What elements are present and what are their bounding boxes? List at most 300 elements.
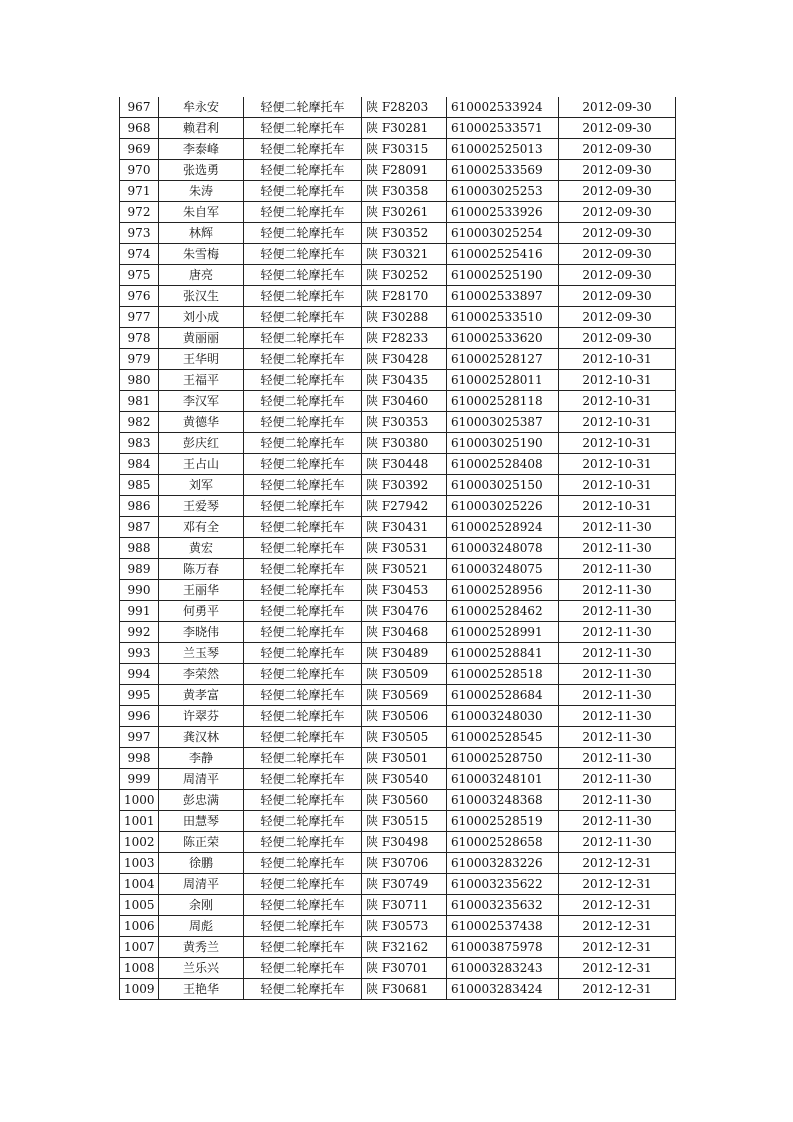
registration-code-cell: 610002533897	[447, 286, 559, 307]
table-row	[120, 370, 676, 391]
registration-code-cell: 610003025387	[447, 412, 559, 433]
registration-code-cell: 610002525190	[447, 265, 559, 286]
owner-name-cell: 兰乐兴	[159, 958, 244, 979]
vehicle-type-cell: 轻便二轮摩托车	[244, 895, 362, 916]
registration-code-cell: 610002528462	[447, 601, 559, 622]
table-row	[120, 538, 676, 559]
vehicle-type-cell: 轻便二轮摩托车	[244, 748, 362, 769]
owner-name-cell: 朱自军	[159, 202, 244, 223]
plate-number-cell: 陕 F30515	[362, 811, 447, 832]
owner-name-cell: 刘军	[159, 475, 244, 496]
registration-date-cell: 2012-09-30	[559, 139, 676, 160]
registration-code-cell: 610002528750	[447, 748, 559, 769]
vehicle-type-cell: 轻便二轮摩托车	[244, 937, 362, 958]
owner-name-cell: 黄德华	[159, 412, 244, 433]
registration-date-cell: 2012-09-30	[559, 328, 676, 349]
record-number-cell: 1009	[120, 979, 159, 1000]
table-row	[120, 118, 676, 139]
owner-name-cell: 何勇平	[159, 601, 244, 622]
owner-name-cell: 余刚	[159, 895, 244, 916]
registration-date-cell: 2012-11-30	[559, 517, 676, 538]
owner-name-cell: 徐鹏	[159, 853, 244, 874]
owner-name-cell: 龚汉林	[159, 727, 244, 748]
records-table-body	[120, 97, 676, 1000]
plate-number-cell: 陕 F30380	[362, 433, 447, 454]
vehicle-type-cell: 轻便二轮摩托车	[244, 769, 362, 790]
record-number-cell: 995	[120, 685, 159, 706]
record-number-cell: 1005	[120, 895, 159, 916]
vehicle-type-cell: 轻便二轮摩托车	[244, 685, 362, 706]
plate-number-cell: 陕 F30315	[362, 139, 447, 160]
vehicle-type-cell: 轻便二轮摩托车	[244, 538, 362, 559]
owner-name-cell: 唐亮	[159, 265, 244, 286]
plate-number-cell: 陕 F30509	[362, 664, 447, 685]
vehicle-type-cell: 轻便二轮摩托车	[244, 706, 362, 727]
plate-number-cell: 陕 F28233	[362, 328, 447, 349]
vehicle-type-cell: 轻便二轮摩托车	[244, 622, 362, 643]
registration-date-cell: 2012-12-31	[559, 937, 676, 958]
plate-number-cell: 陕 F30711	[362, 895, 447, 916]
registration-date-cell: 2012-09-30	[559, 97, 676, 118]
plate-number-cell: 陕 F30681	[362, 979, 447, 1000]
registration-date-cell: 2012-09-30	[559, 223, 676, 244]
owner-name-cell: 李汉军	[159, 391, 244, 412]
table-row	[120, 223, 676, 244]
registration-code-cell: 610002528519	[447, 811, 559, 832]
registration-code-cell: 610002533926	[447, 202, 559, 223]
owner-name-cell: 彭庆红	[159, 433, 244, 454]
registration-code-cell: 610002533620	[447, 328, 559, 349]
registration-code-cell: 610003283424	[447, 979, 559, 1000]
vehicle-type-cell: 轻便二轮摩托车	[244, 979, 362, 1000]
plate-number-cell: 陕 F30321	[362, 244, 447, 265]
registration-date-cell: 2012-11-30	[559, 601, 676, 622]
vehicle-type-cell: 轻便二轮摩托车	[244, 412, 362, 433]
registration-date-cell: 2012-09-30	[559, 202, 676, 223]
plate-number-cell: 陕 F30261	[362, 202, 447, 223]
table-row	[120, 97, 676, 118]
owner-name-cell: 周清平	[159, 769, 244, 790]
plate-number-cell: 陕 F30521	[362, 559, 447, 580]
vehicle-type-cell: 轻便二轮摩托车	[244, 790, 362, 811]
vehicle-type-cell: 轻便二轮摩托车	[244, 580, 362, 601]
owner-name-cell: 林辉	[159, 223, 244, 244]
registration-code-cell: 610003283243	[447, 958, 559, 979]
registration-date-cell: 2012-11-30	[559, 790, 676, 811]
plate-number-cell: 陕 F30569	[362, 685, 447, 706]
owner-name-cell: 朱涛	[159, 181, 244, 202]
registration-date-cell: 2012-12-31	[559, 874, 676, 895]
owner-name-cell: 王爱琴	[159, 496, 244, 517]
registration-code-cell: 610003248101	[447, 769, 559, 790]
table-row	[120, 790, 676, 811]
plate-number-cell: 陕 F30353	[362, 412, 447, 433]
vehicle-type-cell: 轻便二轮摩托车	[244, 601, 362, 622]
record-number-cell: 1007	[120, 937, 159, 958]
record-number-cell: 978	[120, 328, 159, 349]
vehicle-type-cell: 轻便二轮摩托车	[244, 328, 362, 349]
plate-number-cell: 陕 F30392	[362, 475, 447, 496]
table-row	[120, 517, 676, 538]
registration-date-cell: 2012-10-31	[559, 496, 676, 517]
table-row	[120, 454, 676, 475]
table-row	[120, 916, 676, 937]
registration-date-cell: 2012-11-30	[559, 559, 676, 580]
record-number-cell: 977	[120, 307, 159, 328]
plate-number-cell: 陕 F30701	[362, 958, 447, 979]
registration-code-cell: 610002525013	[447, 139, 559, 160]
table-row	[120, 958, 676, 979]
vehicle-type-cell: 轻便二轮摩托车	[244, 349, 362, 370]
table-row	[120, 412, 676, 433]
registration-date-cell: 2012-11-30	[559, 622, 676, 643]
record-number-cell: 992	[120, 622, 159, 643]
owner-name-cell: 刘小成	[159, 307, 244, 328]
table-row	[120, 727, 676, 748]
table-row	[120, 937, 676, 958]
vehicle-type-cell: 轻便二轮摩托车	[244, 433, 362, 454]
record-number-cell: 982	[120, 412, 159, 433]
vehicle-type-cell: 轻便二轮摩托车	[244, 559, 362, 580]
registration-code-cell: 610002533569	[447, 160, 559, 181]
owner-name-cell: 兰玉琴	[159, 643, 244, 664]
plate-number-cell: 陕 F30468	[362, 622, 447, 643]
table-row	[120, 748, 676, 769]
table-row	[120, 895, 676, 916]
record-number-cell: 969	[120, 139, 159, 160]
plate-number-cell: 陕 F30358	[362, 181, 447, 202]
table-row	[120, 601, 676, 622]
registration-date-cell: 2012-09-30	[559, 286, 676, 307]
table-row	[120, 811, 676, 832]
owner-name-cell: 朱雪梅	[159, 244, 244, 265]
owner-name-cell: 李泰峰	[159, 139, 244, 160]
record-number-cell: 1003	[120, 853, 159, 874]
vehicle-type-cell: 轻便二轮摩托车	[244, 853, 362, 874]
registration-code-cell: 610003025253	[447, 181, 559, 202]
owner-name-cell: 陈正荣	[159, 832, 244, 853]
registration-code-cell: 610003248368	[447, 790, 559, 811]
registration-code-cell: 610002533571	[447, 118, 559, 139]
registration-code-cell: 610003025190	[447, 433, 559, 454]
registration-date-cell: 2012-11-30	[559, 685, 676, 706]
registration-date-cell: 2012-10-31	[559, 349, 676, 370]
plate-number-cell: 陕 F30460	[362, 391, 447, 412]
plate-number-cell: 陕 F30281	[362, 118, 447, 139]
record-number-cell: 985	[120, 475, 159, 496]
vehicle-type-cell: 轻便二轮摩托车	[244, 181, 362, 202]
table-row	[120, 979, 676, 1000]
table-row	[120, 328, 676, 349]
record-number-cell: 976	[120, 286, 159, 307]
owner-name-cell: 黄宏	[159, 538, 244, 559]
record-number-cell: 998	[120, 748, 159, 769]
registration-date-cell: 2012-11-30	[559, 538, 676, 559]
registration-date-cell: 2012-09-30	[559, 244, 676, 265]
record-number-cell: 980	[120, 370, 159, 391]
registration-date-cell: 2012-09-30	[559, 160, 676, 181]
plate-number-cell: 陕 F30505	[362, 727, 447, 748]
plate-number-cell: 陕 F30501	[362, 748, 447, 769]
registration-date-cell: 2012-11-30	[559, 811, 676, 832]
registration-code-cell: 610002528991	[447, 622, 559, 643]
registration-code-cell: 610003025254	[447, 223, 559, 244]
owner-name-cell: 许翠芬	[159, 706, 244, 727]
table-row	[120, 853, 676, 874]
plate-number-cell: 陕 F28091	[362, 160, 447, 181]
vehicle-type-cell: 轻便二轮摩托车	[244, 370, 362, 391]
plate-number-cell: 陕 F27942	[362, 496, 447, 517]
plate-number-cell: 陕 F30288	[362, 307, 447, 328]
registration-date-cell: 2012-11-30	[559, 727, 676, 748]
record-number-cell: 990	[120, 580, 159, 601]
record-number-cell: 991	[120, 601, 159, 622]
owner-name-cell: 邓有全	[159, 517, 244, 538]
record-number-cell: 994	[120, 664, 159, 685]
vehicle-type-cell: 轻便二轮摩托车	[244, 475, 362, 496]
registration-code-cell: 610003025150	[447, 475, 559, 496]
vehicle-type-cell: 轻便二轮摩托车	[244, 454, 362, 475]
registration-date-cell: 2012-12-31	[559, 916, 676, 937]
registration-code-cell: 610003025226	[447, 496, 559, 517]
plate-number-cell: 陕 F30498	[362, 832, 447, 853]
record-number-cell: 986	[120, 496, 159, 517]
registration-code-cell: 610002528127	[447, 349, 559, 370]
owner-name-cell: 王丽华	[159, 580, 244, 601]
record-number-cell: 972	[120, 202, 159, 223]
plate-number-cell: 陕 F30573	[362, 916, 447, 937]
vehicle-type-cell: 轻便二轮摩托车	[244, 664, 362, 685]
table-row	[120, 559, 676, 580]
table-row	[120, 475, 676, 496]
record-number-cell: 987	[120, 517, 159, 538]
table-row	[120, 496, 676, 517]
registration-date-cell: 2012-10-31	[559, 391, 676, 412]
registration-code-cell: 610002528956	[447, 580, 559, 601]
plate-number-cell: 陕 F28203	[362, 97, 447, 118]
record-number-cell: 1004	[120, 874, 159, 895]
plate-number-cell: 陕 F30448	[362, 454, 447, 475]
plate-number-cell: 陕 F30453	[362, 580, 447, 601]
record-number-cell: 970	[120, 160, 159, 181]
registration-date-cell: 2012-12-31	[559, 895, 676, 916]
vehicle-type-cell: 轻便二轮摩托车	[244, 496, 362, 517]
table-row	[120, 286, 676, 307]
record-number-cell: 979	[120, 349, 159, 370]
registration-date-cell: 2012-10-31	[559, 475, 676, 496]
registration-date-cell: 2012-11-30	[559, 580, 676, 601]
record-number-cell: 983	[120, 433, 159, 454]
registration-code-cell: 610002528684	[447, 685, 559, 706]
record-number-cell: 974	[120, 244, 159, 265]
table-row	[120, 580, 676, 601]
registration-code-cell: 610003248075	[447, 559, 559, 580]
registration-code-cell: 610002528118	[447, 391, 559, 412]
record-number-cell: 975	[120, 265, 159, 286]
registration-code-cell: 610002528545	[447, 727, 559, 748]
table-row	[120, 349, 676, 370]
table-row	[120, 874, 676, 895]
registration-code-cell: 610002533924	[447, 97, 559, 118]
vehicle-type-cell: 轻便二轮摩托车	[244, 958, 362, 979]
table-row	[120, 265, 676, 286]
record-number-cell: 973	[120, 223, 159, 244]
registration-date-cell: 2012-11-30	[559, 643, 676, 664]
plate-number-cell: 陕 F30431	[362, 517, 447, 538]
registration-code-cell: 610003235622	[447, 874, 559, 895]
registration-date-cell: 2012-12-31	[559, 853, 676, 874]
owner-name-cell: 黄丽丽	[159, 328, 244, 349]
owner-name-cell: 王艳华	[159, 979, 244, 1000]
owner-name-cell: 赖君利	[159, 118, 244, 139]
registration-code-cell: 610003283226	[447, 853, 559, 874]
owner-name-cell: 周清平	[159, 874, 244, 895]
table-row	[120, 664, 676, 685]
registration-code-cell: 610002528408	[447, 454, 559, 475]
plate-number-cell: 陕 F30428	[362, 349, 447, 370]
plate-number-cell: 陕 F30706	[362, 853, 447, 874]
plate-number-cell: 陕 F28170	[362, 286, 447, 307]
table-row	[120, 706, 676, 727]
table-row	[120, 769, 676, 790]
owner-name-cell: 黄秀兰	[159, 937, 244, 958]
table-row	[120, 139, 676, 160]
record-number-cell: 996	[120, 706, 159, 727]
owner-name-cell: 李荣然	[159, 664, 244, 685]
vehicle-type-cell: 轻便二轮摩托车	[244, 160, 362, 181]
record-number-cell: 981	[120, 391, 159, 412]
registration-date-cell: 2012-10-31	[559, 433, 676, 454]
table-row	[120, 244, 676, 265]
plate-number-cell: 陕 F30560	[362, 790, 447, 811]
owner-name-cell: 张汉生	[159, 286, 244, 307]
registration-date-cell: 2012-12-31	[559, 958, 676, 979]
vehicle-type-cell: 轻便二轮摩托车	[244, 139, 362, 160]
record-number-cell: 1002	[120, 832, 159, 853]
owner-name-cell: 彭忠满	[159, 790, 244, 811]
registration-date-cell: 2012-09-30	[559, 118, 676, 139]
vehicle-type-cell: 轻便二轮摩托车	[244, 727, 362, 748]
record-number-cell: 1001	[120, 811, 159, 832]
vehicle-type-cell: 轻便二轮摩托车	[244, 223, 362, 244]
table-row	[120, 160, 676, 181]
owner-name-cell: 周彪	[159, 916, 244, 937]
owner-name-cell: 牟永安	[159, 97, 244, 118]
registration-date-cell: 2012-11-30	[559, 706, 676, 727]
vehicle-type-cell: 轻便二轮摩托车	[244, 874, 362, 895]
table-row	[120, 643, 676, 664]
owner-name-cell: 黄孝富	[159, 685, 244, 706]
registration-code-cell: 610002537438	[447, 916, 559, 937]
vehicle-type-cell: 轻便二轮摩托车	[244, 118, 362, 139]
vehicle-type-cell: 轻便二轮摩托车	[244, 286, 362, 307]
owner-name-cell: 李晓伟	[159, 622, 244, 643]
table-row	[120, 685, 676, 706]
record-number-cell: 1006	[120, 916, 159, 937]
record-number-cell: 988	[120, 538, 159, 559]
table-row	[120, 181, 676, 202]
plate-number-cell: 陕 F30531	[362, 538, 447, 559]
table-row	[120, 622, 676, 643]
plate-number-cell: 陕 F30252	[362, 265, 447, 286]
record-number-cell: 1008	[120, 958, 159, 979]
plate-number-cell: 陕 F30352	[362, 223, 447, 244]
vehicle-type-cell: 轻便二轮摩托车	[244, 244, 362, 265]
table-row	[120, 391, 676, 412]
record-number-cell: 999	[120, 769, 159, 790]
vehicle-type-cell: 轻便二轮摩托车	[244, 265, 362, 286]
registration-date-cell: 2012-10-31	[559, 370, 676, 391]
registration-code-cell: 610002528011	[447, 370, 559, 391]
plate-number-cell: 陕 F30435	[362, 370, 447, 391]
plate-number-cell: 陕 F32162	[362, 937, 447, 958]
owner-name-cell: 张选勇	[159, 160, 244, 181]
registration-date-cell: 2012-09-30	[559, 307, 676, 328]
vehicle-records-table	[119, 97, 676, 1000]
record-number-cell: 1000	[120, 790, 159, 811]
vehicle-type-cell: 轻便二轮摩托车	[244, 97, 362, 118]
registration-code-cell: 610002533510	[447, 307, 559, 328]
plate-number-cell: 陕 F30540	[362, 769, 447, 790]
registration-date-cell: 2012-10-31	[559, 412, 676, 433]
record-number-cell: 993	[120, 643, 159, 664]
vehicle-type-cell: 轻便二轮摩托车	[244, 811, 362, 832]
table-row	[120, 832, 676, 853]
vehicle-type-cell: 轻便二轮摩托车	[244, 202, 362, 223]
registration-date-cell: 2012-11-30	[559, 769, 676, 790]
registration-code-cell: 610002525416	[447, 244, 559, 265]
registration-date-cell: 2012-11-30	[559, 748, 676, 769]
plate-number-cell: 陕 F30506	[362, 706, 447, 727]
vehicle-type-cell: 轻便二轮摩托车	[244, 916, 362, 937]
registration-code-cell: 610003248078	[447, 538, 559, 559]
vehicle-type-cell: 轻便二轮摩托车	[244, 307, 362, 328]
registration-code-cell: 610002528658	[447, 832, 559, 853]
table-row	[120, 433, 676, 454]
plate-number-cell: 陕 F30489	[362, 643, 447, 664]
plate-number-cell: 陕 F30749	[362, 874, 447, 895]
vehicle-type-cell: 轻便二轮摩托车	[244, 391, 362, 412]
registration-date-cell: 2012-10-31	[559, 454, 676, 475]
table-row	[120, 307, 676, 328]
registration-date-cell: 2012-09-30	[559, 181, 676, 202]
registration-code-cell: 610002528518	[447, 664, 559, 685]
record-number-cell: 967	[120, 97, 159, 118]
vehicle-type-cell: 轻便二轮摩托车	[244, 517, 362, 538]
owner-name-cell: 李静	[159, 748, 244, 769]
registration-date-cell: 2012-11-30	[559, 664, 676, 685]
registration-code-cell: 610002528841	[447, 643, 559, 664]
plate-number-cell: 陕 F30476	[362, 601, 447, 622]
record-number-cell: 984	[120, 454, 159, 475]
record-number-cell: 968	[120, 118, 159, 139]
record-number-cell: 997	[120, 727, 159, 748]
registration-code-cell: 610003875978	[447, 937, 559, 958]
owner-name-cell: 王占山	[159, 454, 244, 475]
owner-name-cell: 王福平	[159, 370, 244, 391]
registration-code-cell: 610002528924	[447, 517, 559, 538]
vehicle-type-cell: 轻便二轮摩托车	[244, 643, 362, 664]
registration-date-cell: 2012-11-30	[559, 832, 676, 853]
record-number-cell: 989	[120, 559, 159, 580]
owner-name-cell: 王华明	[159, 349, 244, 370]
owner-name-cell: 田慧琴	[159, 811, 244, 832]
registration-code-cell: 610003248030	[447, 706, 559, 727]
registration-date-cell: 2012-12-31	[559, 979, 676, 1000]
registration-date-cell: 2012-09-30	[559, 265, 676, 286]
table-row	[120, 202, 676, 223]
vehicle-type-cell: 轻便二轮摩托车	[244, 832, 362, 853]
